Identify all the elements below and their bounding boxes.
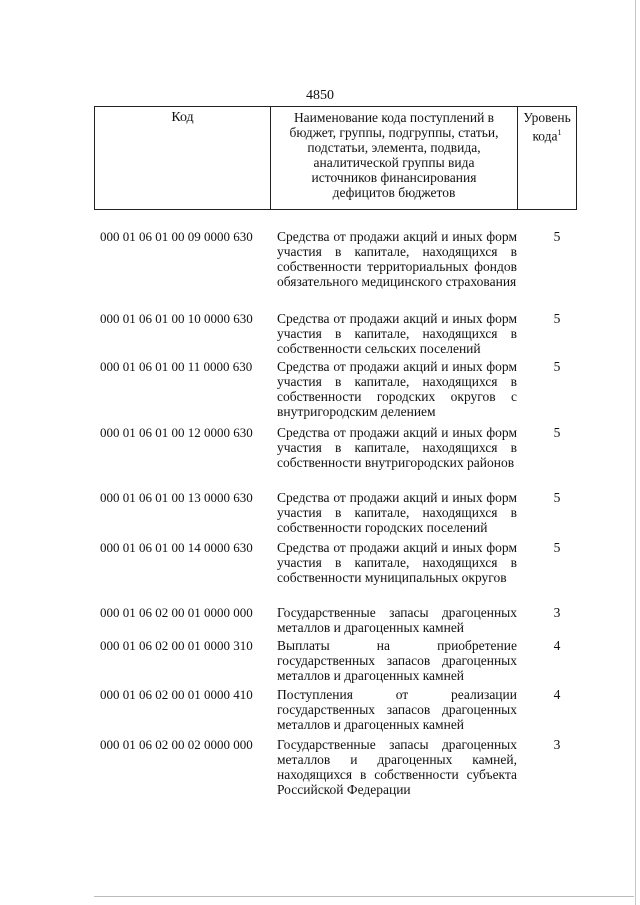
row-level: 5 (553, 311, 561, 326)
header-code: Код (95, 107, 271, 209)
row-code: 000 01 06 02 00 01 0000 410 (100, 687, 253, 702)
header-level-text: кода (532, 128, 558, 144)
row-level: 5 (553, 490, 561, 505)
row-code: 000 01 06 02 00 02 0000 000 (100, 737, 253, 752)
row-name: Средства от продажи акций и иных форм участия в капитале, находящихся в собственности сельских поселений (277, 311, 517, 356)
row-code: 000 01 06 02 00 01 0000 000 (100, 605, 253, 620)
header-name-line: источников финансирования (311, 170, 477, 185)
row-level: 4 (553, 638, 561, 653)
table-header (94, 106, 577, 210)
row-code: 000 01 06 01 00 13 0000 630 (100, 490, 253, 505)
footnote-marker: 1 (557, 128, 562, 137)
row-level: 3 (553, 737, 561, 752)
row-level: 3 (553, 605, 561, 620)
row-level: 4 (553, 687, 561, 702)
row-level: 5 (553, 540, 561, 555)
header-name-line: аналитической группы вида (313, 155, 475, 170)
row-name: Государственные запасы драгоценных металлов и драгоценных камней, находящихся в собственности субъекта Российской Федерации (277, 737, 517, 797)
row-level: 5 (553, 359, 561, 374)
row-name: Средства от продажи акций и иных форм участия в капитале, находящихся в собственности внутригородских районов (277, 425, 517, 470)
header-name-line: бюджет, группы, подгруппы, статьи, (289, 125, 499, 140)
row-level: 5 (553, 425, 561, 440)
row-code: 000 01 06 01 00 09 0000 630 (100, 229, 253, 244)
row-level: 5 (553, 229, 561, 244)
header-level-line1: Уровень (523, 110, 571, 125)
bottom-scan-edge (94, 896, 634, 897)
header-level (518, 107, 576, 209)
page-number: 4850 (306, 88, 334, 103)
row-code: 000 01 06 01 00 11 0000 630 (100, 359, 253, 374)
right-scan-edge (635, 0, 636, 905)
header-name-line: дефицитов бюджетов (332, 185, 456, 200)
header-name (271, 107, 518, 209)
row-name: Средства от продажи акций и иных форм участия в капитале, находящихся в собственности муниципальных округов (277, 540, 517, 585)
row-code: 000 01 06 01 00 12 0000 630 (100, 425, 253, 440)
row-name: Средства от продажи акций и иных форм участия в капитале, находящихся в собственности городских поселений (277, 490, 517, 535)
row-code: 000 01 06 01 00 14 0000 630 (100, 540, 253, 555)
row-name: Поступления от реализации государственных запасов драгоценных металлов и драгоценных камней (277, 687, 517, 732)
header-level-line2 (518, 125, 576, 144)
row-code: 000 01 06 02 00 01 0000 310 (100, 638, 253, 653)
row-name: Средства от продажи акций и иных форм участия в капитале, находящихся в собственности городских округов с внутригородским делением (277, 359, 517, 419)
header-name-line: подстатьи, элемента, подвида, (307, 140, 481, 155)
row-code: 000 01 06 01 00 10 0000 630 (100, 311, 253, 326)
row-name: Средства от продажи акций и иных форм участия в капитале, находящихся в собственности территориальных фондов обязательного медицинского страхования (277, 229, 517, 289)
row-name: Выплаты на приобретение государственных запасов драгоценных металлов и драгоценных камней (277, 638, 517, 683)
row-name: Государственные запасы драгоценных металлов и драгоценных камней (277, 605, 517, 635)
header-name-line: Наименование кода поступлений в (293, 110, 495, 125)
